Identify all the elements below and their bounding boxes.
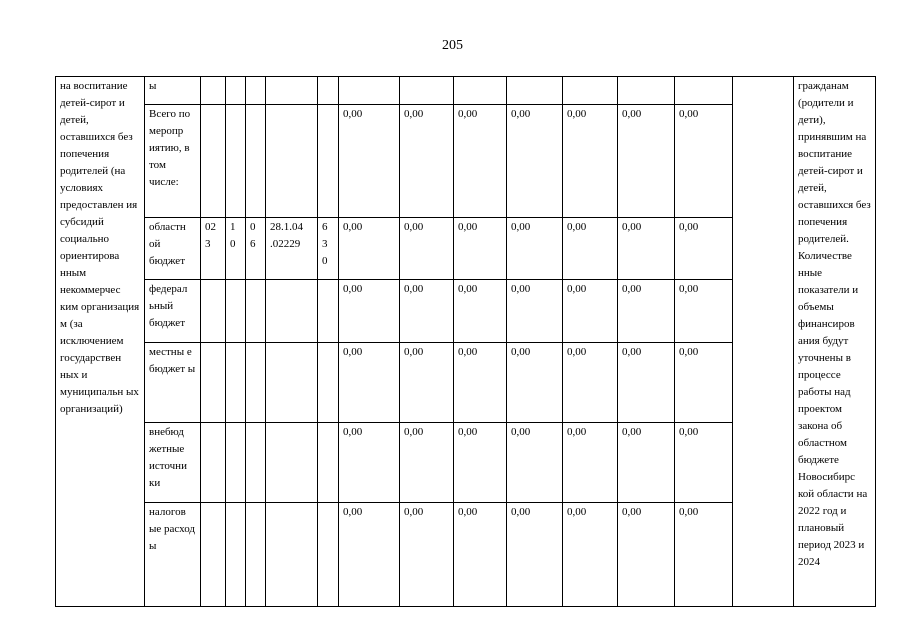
- event-description-cell: на воспитание детей-сирот и детей, оставшихся без попечения родителей (на условиях предоставлен ия субсидий социально ориентирова нным некоммерчес ким организация м (за исключением государствен ных и муниципальн ых организаций): [56, 77, 145, 607]
- amount-cell: [618, 77, 675, 105]
- amount-cell: 0,00: [563, 503, 618, 607]
- code-grbs-cell: [201, 77, 226, 105]
- amount-cell: 0,00: [675, 280, 733, 343]
- amount-cell: 0,00: [339, 343, 400, 423]
- amount-cell: 0,00: [618, 343, 675, 423]
- funding-source-cell: ы: [145, 77, 201, 105]
- code-pr-cell: 0 6: [246, 218, 266, 280]
- code-rz-cell: [226, 343, 246, 423]
- amount-cell: 0,00: [454, 280, 507, 343]
- code-vr-cell: [318, 503, 339, 607]
- code-pr-cell: [246, 503, 266, 607]
- amount-cell: 0,00: [675, 218, 733, 280]
- code-vr-cell: [318, 423, 339, 503]
- amount-cell: 0,00: [339, 423, 400, 503]
- expected-result-cell: гражданам (родители и дети), принявшим на воспитание детей-сирот и детей, оставшихся без попечения родителей. Количестве нные показатели и объемы финансиров ания будут уточнены в процессе работы над проектом закона об областном бюджете Новосибирс кой области на 2022 год и плановый период 2023 и 2024: [794, 77, 876, 607]
- amount-cell: 0,00: [454, 423, 507, 503]
- code-grbs-cell: [201, 105, 226, 218]
- amount-cell: [675, 77, 733, 105]
- budget-table: [55, 76, 876, 607]
- funding-source-cell: местны е бюджет ы: [145, 343, 201, 423]
- funding-source-cell: областн ой бюджет: [145, 218, 201, 280]
- amount-cell: 0,00: [400, 343, 454, 423]
- amount-cell: 0,00: [454, 503, 507, 607]
- amount-cell: 0,00: [339, 218, 400, 280]
- code-csr-cell: [266, 77, 318, 105]
- code-pr-cell: [246, 280, 266, 343]
- amount-cell: 0,00: [507, 105, 563, 218]
- amount-cell: 0,00: [507, 503, 563, 607]
- amount-cell: 0,00: [618, 503, 675, 607]
- code-rz-cell: [226, 280, 246, 343]
- funding-source-cell: федерал ьный бюджет: [145, 280, 201, 343]
- amount-cell: 0,00: [618, 218, 675, 280]
- code-vr-cell: [318, 280, 339, 343]
- amount-cell: 0,00: [675, 105, 733, 218]
- funding-source-cell: налогов ые расход ы: [145, 503, 201, 607]
- code-grbs-cell: [201, 280, 226, 343]
- code-pr-cell: [246, 343, 266, 423]
- amount-cell: 0,00: [563, 423, 618, 503]
- amount-cell: 0,00: [563, 105, 618, 218]
- amount-cell: 0,00: [618, 105, 675, 218]
- code-rz-cell: [226, 503, 246, 607]
- amount-cell: 0,00: [454, 105, 507, 218]
- empty-column-cell: [733, 77, 794, 607]
- amount-cell: 0,00: [675, 503, 733, 607]
- code-grbs-cell: [201, 423, 226, 503]
- amount-cell: 0,00: [400, 423, 454, 503]
- funding-source-cell: внебюд жетные источни ки: [145, 423, 201, 503]
- amount-cell: [563, 77, 618, 105]
- table-row: [56, 77, 876, 105]
- code-csr-cell: [266, 503, 318, 607]
- amount-cell: 0,00: [618, 280, 675, 343]
- amount-cell: 0,00: [563, 218, 618, 280]
- page-number: 205: [442, 38, 463, 53]
- code-rz-cell: [226, 105, 246, 218]
- code-vr-cell: [318, 343, 339, 423]
- amount-cell: 0,00: [618, 423, 675, 503]
- code-rz-cell: 1 0: [226, 218, 246, 280]
- code-vr-cell: [318, 77, 339, 105]
- amount-cell: 0,00: [339, 105, 400, 218]
- amount-cell: 0,00: [507, 343, 563, 423]
- amount-cell: 0,00: [563, 280, 618, 343]
- amount-cell: 0,00: [675, 343, 733, 423]
- amount-cell: 0,00: [507, 218, 563, 280]
- amount-cell: 0,00: [339, 280, 400, 343]
- code-rz-cell: [226, 77, 246, 105]
- amount-cell: 0,00: [507, 423, 563, 503]
- amount-cell: 0,00: [507, 280, 563, 343]
- amount-cell: 0,00: [675, 423, 733, 503]
- code-grbs-cell: 02 3: [201, 218, 226, 280]
- amount-cell: 0,00: [400, 280, 454, 343]
- funding-source-cell: Всего по меропр иятию, в том числе:: [145, 105, 201, 218]
- amount-cell: 0,00: [400, 218, 454, 280]
- amount-cell: [507, 77, 563, 105]
- amount-cell: [454, 77, 507, 105]
- amount-cell: [339, 77, 400, 105]
- code-csr-cell: [266, 343, 318, 423]
- amount-cell: 0,00: [454, 343, 507, 423]
- code-csr-cell: [266, 423, 318, 503]
- code-csr-cell: 28.1.04 .02229: [266, 218, 318, 280]
- amount-cell: 0,00: [454, 218, 507, 280]
- code-rz-cell: [226, 423, 246, 503]
- amount-cell: 0,00: [400, 105, 454, 218]
- code-pr-cell: [246, 105, 266, 218]
- code-csr-cell: [266, 280, 318, 343]
- amount-cell: [400, 77, 454, 105]
- code-grbs-cell: [201, 343, 226, 423]
- code-pr-cell: [246, 423, 266, 503]
- amount-cell: 0,00: [339, 503, 400, 607]
- code-grbs-cell: [201, 503, 226, 607]
- code-csr-cell: [266, 105, 318, 218]
- code-vr-cell: [318, 105, 339, 218]
- code-vr-cell: 6 3 0: [318, 218, 339, 280]
- amount-cell: 0,00: [400, 503, 454, 607]
- amount-cell: 0,00: [563, 343, 618, 423]
- code-pr-cell: [246, 77, 266, 105]
